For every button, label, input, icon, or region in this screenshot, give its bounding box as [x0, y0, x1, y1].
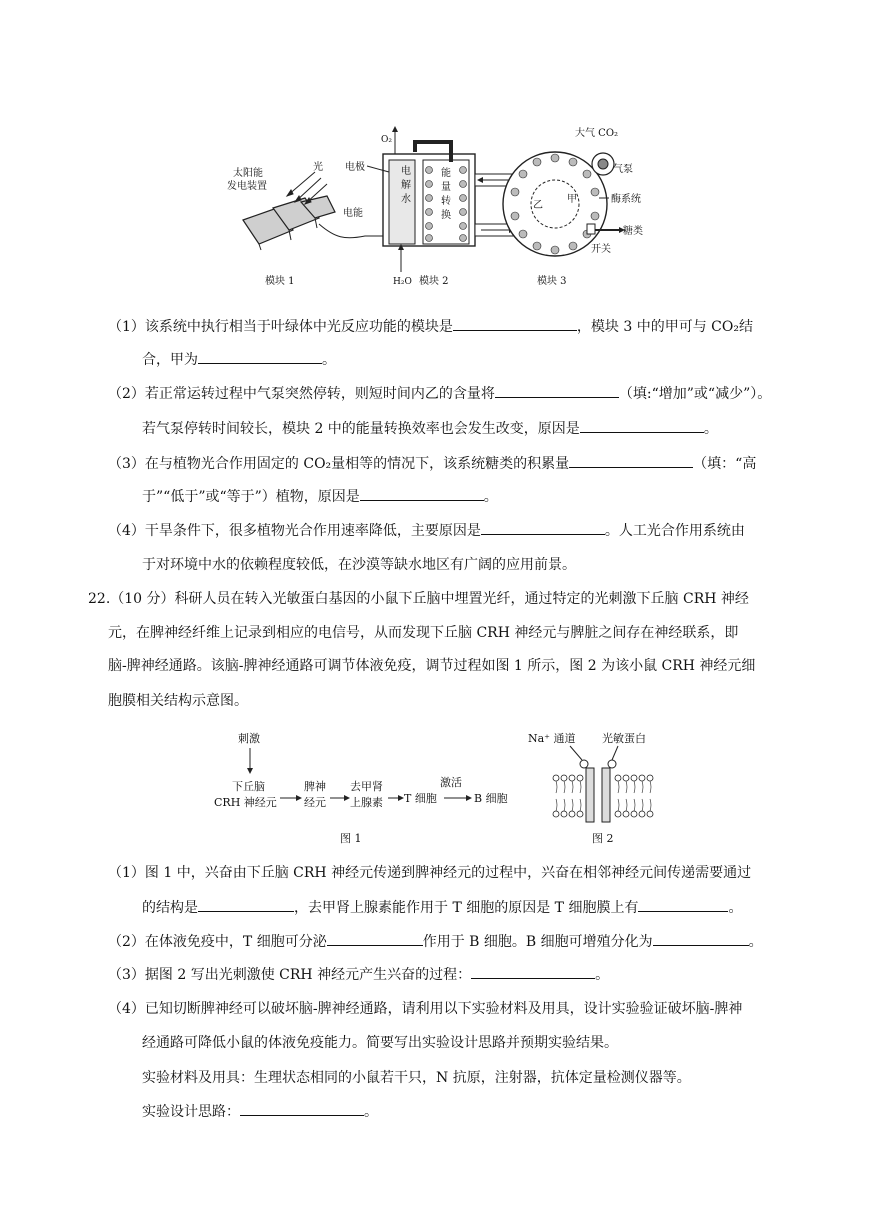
q22-intro-line3: 脑-脾神经通路。该脑-脾神经通路可调节体液免疫，调节过程如图 1 所示，图 2 为该小鼠 CRH 神经元细 [108, 658, 756, 674]
q21-2-line1: （2）若正常运转过程中气泵突然停转，则短时间内乙的含量将 （填:“增加”或“减少”）。 [108, 386, 772, 402]
air-pump-label: 气泵 [613, 164, 633, 175]
answer-blank[interactable] [653, 933, 749, 946]
answer-blank[interactable] [198, 899, 294, 912]
module3-sphere [503, 152, 607, 256]
energy-4: 换 [441, 210, 451, 221]
answer-blank[interactable] [240, 1103, 364, 1116]
module1-label: 模块 1 [265, 276, 295, 287]
activate-label: 激活 [440, 776, 462, 789]
module2-label: 模块 2 [419, 276, 449, 287]
b-cell-label: B 细胞 [474, 792, 508, 805]
q22-4-line3: 实验材料及用具：生理状态相同的小鼠若干只，N 抗原，注射器，抗体定量检测仪器等。 [142, 1070, 691, 1086]
light-label: 光 [313, 162, 323, 173]
solar-panel-icon [243, 196, 335, 250]
module3-label: 模块 3 [537, 276, 567, 287]
q22-1-line1: （1）图 1 中，兴奋由下丘脑 CRH 神经元传递到脾神经元的过程中，兴奋在相邻神经元间传递需要通过 [108, 865, 752, 881]
ne-label-2: 上腺素 [350, 796, 383, 809]
answer-blank[interactable] [638, 899, 728, 912]
electrolysis-1: 电 [401, 166, 411, 177]
electric-energy-label: 电能 [343, 208, 363, 219]
photosensitive-protein-icon [608, 760, 616, 768]
solar-label-2: 发电装置 [227, 181, 267, 192]
energy-3: 转 [441, 196, 451, 207]
answer-blank[interactable] [198, 351, 322, 364]
na-channel-icon [580, 760, 588, 768]
cell-membrane-diagram [553, 760, 653, 822]
answer-blank[interactable] [471, 966, 595, 979]
atmos-co2-label: 大气 CO₂ [575, 128, 619, 139]
q21-2-line2: 若气泵停转时间较长，模块 2 中的能量转换效率也会发生改变，原因是 。 [142, 421, 718, 437]
jia-label: 甲 [567, 194, 577, 205]
ne-label-1: 去甲肾 [350, 780, 383, 793]
answer-blank[interactable] [580, 420, 704, 433]
switch-icon [587, 224, 595, 234]
electrolysis-3: 水 [401, 194, 411, 205]
energy-1: 能 [441, 168, 451, 179]
q21-3-line2: 于”“低于”或“等于”）植物，原因是 。 [142, 489, 498, 505]
spleen-nerve-1: 脾神 [304, 780, 326, 793]
q21-4-line2: 于对环境中水的依赖程度较低，在沙漠等缺水地区有广阔的应用前景。 [142, 557, 576, 573]
wire-line [319, 224, 383, 238]
answer-blank[interactable] [327, 933, 423, 946]
enzyme-system-label: 酶系统 [611, 194, 641, 205]
electrode-label: 电极 [345, 162, 365, 173]
fig1-caption: 图 1 [340, 832, 362, 845]
q22-intro-line2: 元，在脾神经纤维上记录到相应的电信号，从而发现下丘脑 CRH 神经元与脾脏之间存在神经联系，即 [108, 625, 739, 641]
photosensitive-label: 光敏蛋白 [602, 732, 646, 745]
q21-1-line2: 合，甲为 。 [142, 352, 336, 368]
artificial-photosynthesis-diagram [215, 112, 645, 292]
q21-4-line1: （4）干旱条件下，很多植物光合作用速率降低，主要原因是 。人工光合作用系统由 [108, 523, 745, 539]
q22-2-line1: （2）在体液免疫中，T 细胞可分泌 作用于 B 细胞。B 细胞可增殖分化为 。 [108, 934, 763, 950]
q22-1-line2: 的结构是 ，去甲肾上腺素能作用于 T 细胞的原因是 T 细胞膜上有 。 [142, 900, 743, 916]
o2-label: O₂ [381, 135, 392, 145]
energy-2: 量 [441, 182, 451, 193]
answer-blank[interactable] [453, 318, 577, 331]
solar-label-1: 太阳能 [233, 168, 263, 179]
t-cell-label: T 细胞 [404, 792, 437, 805]
answer-blank[interactable] [360, 488, 484, 501]
answer-blank[interactable] [569, 455, 693, 468]
h2o-label: H₂O [393, 277, 412, 287]
crh-neuron-label: CRH 神经元 [214, 796, 277, 809]
electrolysis-2: 解 [401, 180, 411, 191]
switch-label: 开关 [591, 244, 611, 255]
q22-intro-line1: 22.（10 分）科研人员在转入光敏蛋白基因的小鼠下丘脑中埋置光纤，通过特定的光刺激下丘脑 CRH 神经 [88, 591, 749, 607]
yi-label: 乙 [533, 200, 543, 211]
answer-blank[interactable] [495, 385, 619, 398]
q21-1-line1: （1）该系统中执行相当于叶绿体中光反应功能的模块是 ，模块 3 中的甲可与 CO₂结 [108, 319, 753, 335]
q22-4-line2: 经通路可降低小鼠的体液免疫能力。简要写出实验设计思路并预期实验结果。 [142, 1035, 618, 1051]
q21-3-line1: （3）在与植物光合作用固定的 CO₂量相等的情况下，该系统糖类的积累量 （填：“高 [108, 456, 757, 472]
q22-4-line4: 实验设计思路： 。 [142, 1104, 378, 1120]
hypothalamus-label: 下丘脑 [232, 780, 265, 793]
neural-pathway-figures [210, 722, 665, 850]
stimulus-label: 刺激 [238, 732, 260, 745]
fig2-caption: 图 2 [592, 832, 614, 845]
q22-3-line1: （3）据图 2 写出光刺激使 CRH 神经元产生兴奋的过程： 。 [108, 967, 610, 983]
q22-4-line1: （4）已知切断脾神经可以破坏脑-脾神经通路，请利用以下实验材料及用具，设计实验验证破坏脑-脾神 [108, 1001, 743, 1017]
sugar-label: 糖类 [623, 226, 643, 237]
q22-intro-line4: 胞膜相关结构示意图。 [108, 693, 248, 709]
channel-protein [586, 768, 610, 822]
na-channel-label: Na⁺ 通道 [528, 732, 576, 745]
spleen-nerve-2: 经元 [304, 796, 326, 809]
answer-blank[interactable] [481, 522, 605, 535]
